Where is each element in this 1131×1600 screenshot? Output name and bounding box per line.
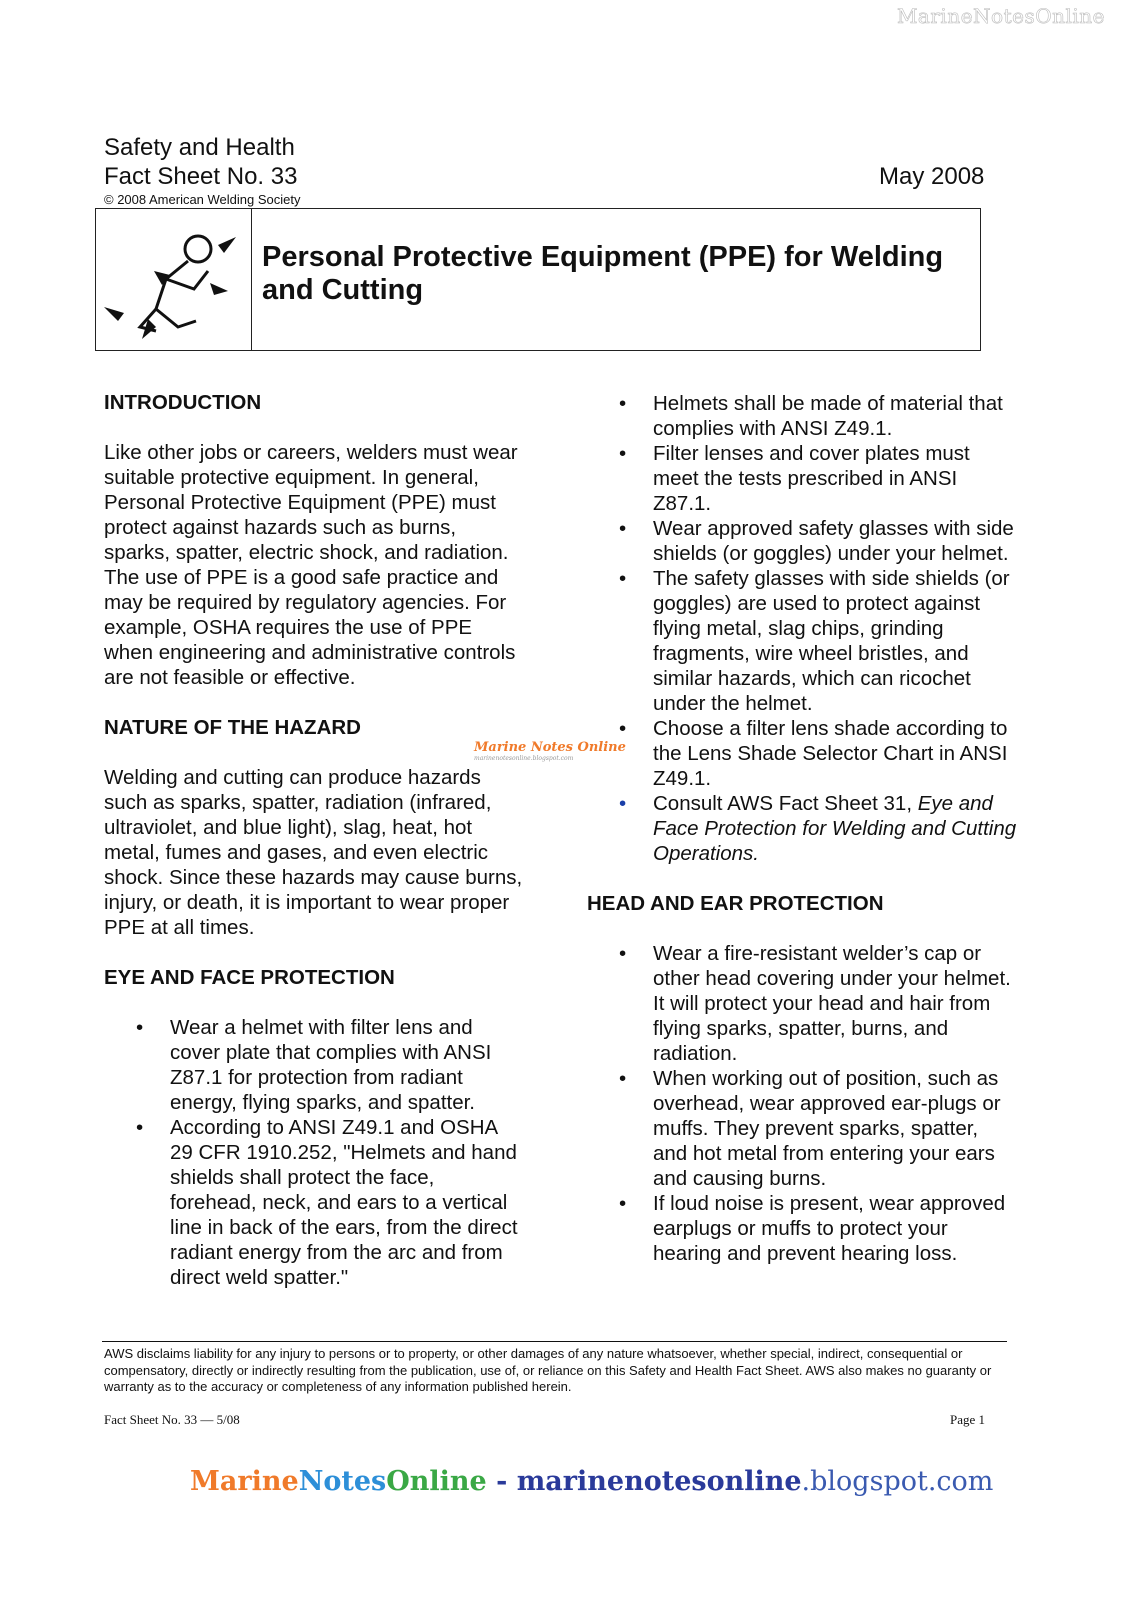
list-item: • Consult AWS Fact Sheet 31, Eye and Face Protection for Welding and Cutting Operations. [587, 791, 1017, 866]
list-item: • Helmets shall be made of material that complies with ANSI Z49.1. [587, 391, 1017, 441]
section-heading: INTRODUCTION [104, 391, 262, 414]
footer-left: Fact Sheet No. 33 — 5/08 [104, 1412, 240, 1427]
list-item: • According to ANSI Z49.1 and OSHA 29 CFR 1910.252, "Helmets and hand shields shall protect the face, forehead, neck, and ears to a vertical line in back of the ears, from the direct radiant energy from the arc and from direct weld spatter." [104, 1115, 524, 1290]
welder-hazard-icon [96, 209, 252, 350]
list-item: • Wear a helmet with filter lens and cover plate that complies with ANSI Z87.1 for protection from radiant energy, flying sparks, and spatter. [104, 1015, 524, 1115]
document-title: Personal Protective Equipment (PPE) for Welding and Cutting [262, 241, 944, 306]
watermark: MarineNotesOnline [896, 4, 1105, 28]
list-item: • When working out of position, such as overhead, wear approved ear-plugs or muffs. They prevent sparks, spatter, and hot metal from entering your ears and causing burns. [587, 1066, 1017, 1191]
page-number: Page 1 [950, 1412, 986, 1427]
center-watermark: Marine Notes Online marinenotesonline.blogspot.com [474, 740, 626, 762]
section-heading: NATURE OF THE HAZARD [104, 716, 361, 739]
list-item: • Choose a filter lens shade according to the Lens Shade Selector Chart in ANSI Z49.1. [587, 716, 1017, 791]
hazard-paragraph: Welding and cutting can produce hazards such as sparks, spatter, radiation (infrared, ultraviolet, and blue light), slag, heat, hot metal, fumes and gases, and even electric shock. Since these hazards may cause burns, injury, or death, it is important to wear proper PPE at all times. [104, 766, 523, 939]
copyright: © 2008 American Welding Society [104, 192, 301, 207]
header-date: May 2008 [879, 163, 985, 190]
left-column [104, 390, 626, 1315]
title-box [95, 208, 981, 351]
list-item: • If loud noise is present, wear approved earplugs or muffs to protect your hearing and prevent hearing loss. [587, 1191, 1017, 1266]
list-item: • Wear a fire-resistant welder’s cap or other head covering under your helmet. It will protect your head and hair from flying sparks, spatter, burns, and radiation. [587, 941, 1017, 1066]
list-item: • Wear approved safety glasses with side shields (or goggles) under your helmet. [587, 516, 1017, 566]
list-item: • The safety glasses with side shields (or goggles) are used to protect against flying metal, slag chips, grinding fragments, wire wheel bristles, and similar hazards, which can ricochet under the helmet. [587, 566, 1017, 716]
header-line1: Safety and Health [104, 134, 295, 161]
header-line2: Fact Sheet No. 33 [104, 163, 298, 190]
list-item: • Filter lenses and cover plates must meet the tests prescribed in ANSI Z87.1. [587, 441, 1017, 516]
intro-paragraph: Like other jobs or careers, welders must wear suitable protective equipment. In general, Personal Protective Equipment (PPE) must protect against hazards such as burns, sparks, spatter, electric shock, and radiation. The use of PPE is a good safe practice and may be required by regulatory agencies. For example, OSHA requires the use of PPE when engineering and administrative controls are not feasible or effective. [104, 441, 518, 689]
divider [102, 1341, 1007, 1342]
section-heading: EYE AND FACE PROTECTION [104, 966, 395, 989]
disclaimer: AWS disclaims liability for any injury to persons or to property, or other damages of any nature whatsoever, whether special, indirect, consequential or compensatory, directly or indirectly resulting from the publication, use of, or reliance on this Safety and Health Fact Sheet. AWS also makes no guaranty or warranty as to the accuracy or completeness of any information published herein. [104, 1346, 992, 1394]
header-title [104, 133, 297, 191]
section-heading: HEAD AND EAR PROTECTION [587, 892, 884, 915]
right-column [587, 391, 1017, 1291]
brand-footer: MarineNotesOnline - marinenotesonline.blogspot.com [190, 1466, 994, 1497]
